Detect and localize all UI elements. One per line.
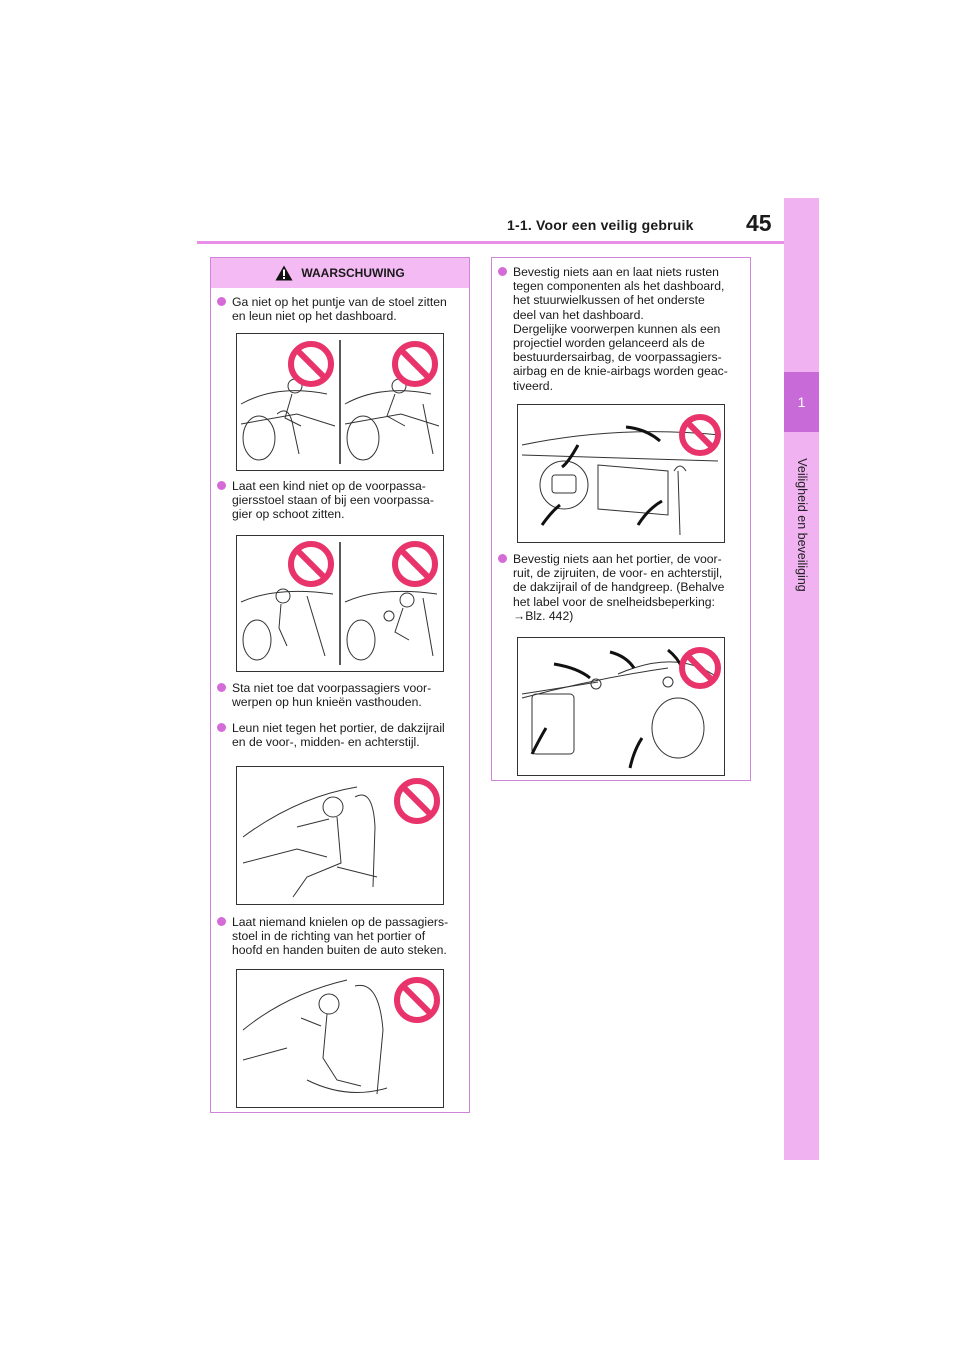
warning-triangle-icon (275, 265, 293, 281)
warning-header (211, 258, 469, 288)
page-number: 45 (746, 210, 772, 236)
prohibition-icon (395, 544, 435, 584)
section-title: 1-1. Voor een veilig gebruik (507, 217, 694, 233)
illustration-child-on-seat (236, 535, 444, 672)
list-item-text: Bevestig niets aan en laat niets rusten tegen componenten als het dashboard, het stuurwielkussen of het onderste deel van het dashboard. Dergelijke voorwerpen kunnen als een projectiel worden gelanceerd als de bestuurdersairbag, de voorpassagiers- airbag en de knie-airbags worden geac- tiveerd. (513, 265, 728, 393)
illustration-pillar-objects (517, 637, 725, 776)
prohibition-icon (682, 417, 718, 453)
bullet-dot-icon (217, 297, 226, 306)
illustration-leaning-dashboard (236, 333, 444, 471)
prohibition-icon (395, 344, 435, 384)
list-item-text: Ga niet op het puntje van de stoel zitten en leun niet op het dashboard. (232, 295, 447, 324)
warning-box-left (210, 257, 470, 1113)
prohibition-icon (682, 650, 718, 686)
illustration-kneeling-on-seat (236, 969, 444, 1108)
list-item-text: Bevestig niets aan het portier, de voor- ruit, de zijruiten, de voor- en achterstijl, de dakzijrail of de handgreep. (Behalve het label voor de snelheidsbeperking: →Blz. 442) (513, 552, 725, 623)
illustration-leaning-door (236, 766, 444, 905)
bullet-dot-icon (498, 554, 507, 563)
warning-title: WAARSCHUWING (301, 266, 405, 280)
header-rule (197, 241, 784, 244)
list-item-text: Laat een kind niet op de voorpassa- giersstoel staan of bij een voorpassa- gier op schoot zitten. (232, 479, 434, 522)
bullet-dot-icon (217, 917, 226, 926)
bullet-dot-icon (498, 267, 507, 276)
bullet-dot-icon (217, 481, 226, 490)
list-item-text: Sta niet toe dat voorpassagiers voor- werpen op hun knieën vasthouden. (232, 681, 432, 710)
bullet-dot-icon (217, 683, 226, 692)
chapter-side-tab (784, 198, 819, 1160)
warning-box-right (491, 257, 751, 781)
prohibition-icon (397, 781, 437, 821)
chapter-title: Veiligheid en beveiliging (795, 458, 809, 592)
list-item-text: Leun niet tegen het portier, de dakzijrail en de voor-, midden- en achterstijl. (232, 721, 445, 750)
list-item-text: Laat niemand knielen op de passagiers- stoel in de richting van het portier of hoofd en handen buiten de auto steken. (232, 915, 449, 958)
illustration-dashboard-objects (517, 404, 725, 543)
prohibition-icon (291, 344, 331, 384)
prohibition-icon (291, 544, 331, 584)
chapter-number: 1 (784, 372, 819, 432)
prohibition-icon (397, 980, 437, 1020)
bullet-dot-icon (217, 723, 226, 732)
chapter-title-vertical (787, 440, 817, 610)
